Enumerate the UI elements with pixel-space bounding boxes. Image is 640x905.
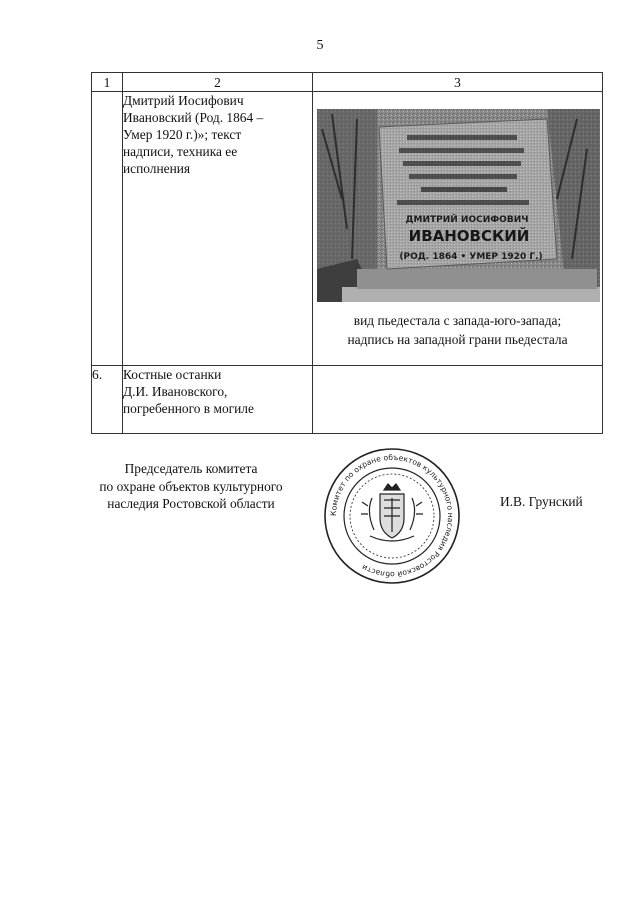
empty-photo-cell (313, 366, 603, 434)
signature-block (0, 460, 640, 590)
monument-table (91, 72, 603, 434)
table-header-row (92, 73, 603, 92)
seal-ring-text: Комитет по охране объектов культурного наследия Ростовской области (328, 452, 456, 580)
photo-cell (313, 92, 603, 366)
pedestal-photo-drawing (317, 109, 600, 302)
official-seal (322, 446, 462, 586)
coat-of-arms-icon (361, 484, 423, 541)
row-number-empty (92, 92, 123, 366)
inscription-line: (РОД. 1864 • УМЕР 1920 Г.) (399, 252, 543, 262)
position-line: по охране объектов культурного (99, 478, 283, 494)
description-line: Костные останки (123, 367, 222, 382)
description-line: исполнения (123, 161, 191, 176)
signer-position (70, 460, 312, 513)
position-line: наследия Ростовской области (107, 496, 275, 511)
row-number: 6. (92, 366, 123, 434)
description-line: Умер 1920 г.)»; текст (123, 127, 242, 142)
inscription-line: ИВАНОВСКИЙ (408, 227, 530, 245)
pedestal-photo (317, 109, 600, 302)
description-line: Дмитрий Иосифович (123, 93, 244, 108)
caption-line: надпись на западной грани пьедестала (347, 332, 568, 347)
header-cell-3: 3 (313, 73, 603, 92)
table-row (92, 366, 603, 434)
description-line: погребенного в могиле (123, 401, 254, 416)
position-line: Председатель комитета (124, 461, 258, 476)
caption-line: вид пьедестала с запада-юго-запада; (353, 313, 562, 328)
signer-name: И.В. Грунский (500, 494, 583, 509)
table-row (92, 92, 603, 366)
photo-caption (317, 311, 598, 349)
inscription-line: ДМИТРИЙ ИОСИФОВИЧ (405, 215, 529, 225)
header-cell-2: 2 (123, 73, 313, 92)
row-description (123, 92, 313, 366)
header-cell-1: 1 (92, 73, 123, 92)
page-number: 5 (316, 38, 324, 53)
description-line: Д.И. Ивановского, (123, 384, 228, 399)
row-description (123, 366, 313, 434)
description-line: надписи, техника ее (123, 144, 238, 159)
description-line: Ивановский (Род. 1864 – (123, 110, 264, 125)
